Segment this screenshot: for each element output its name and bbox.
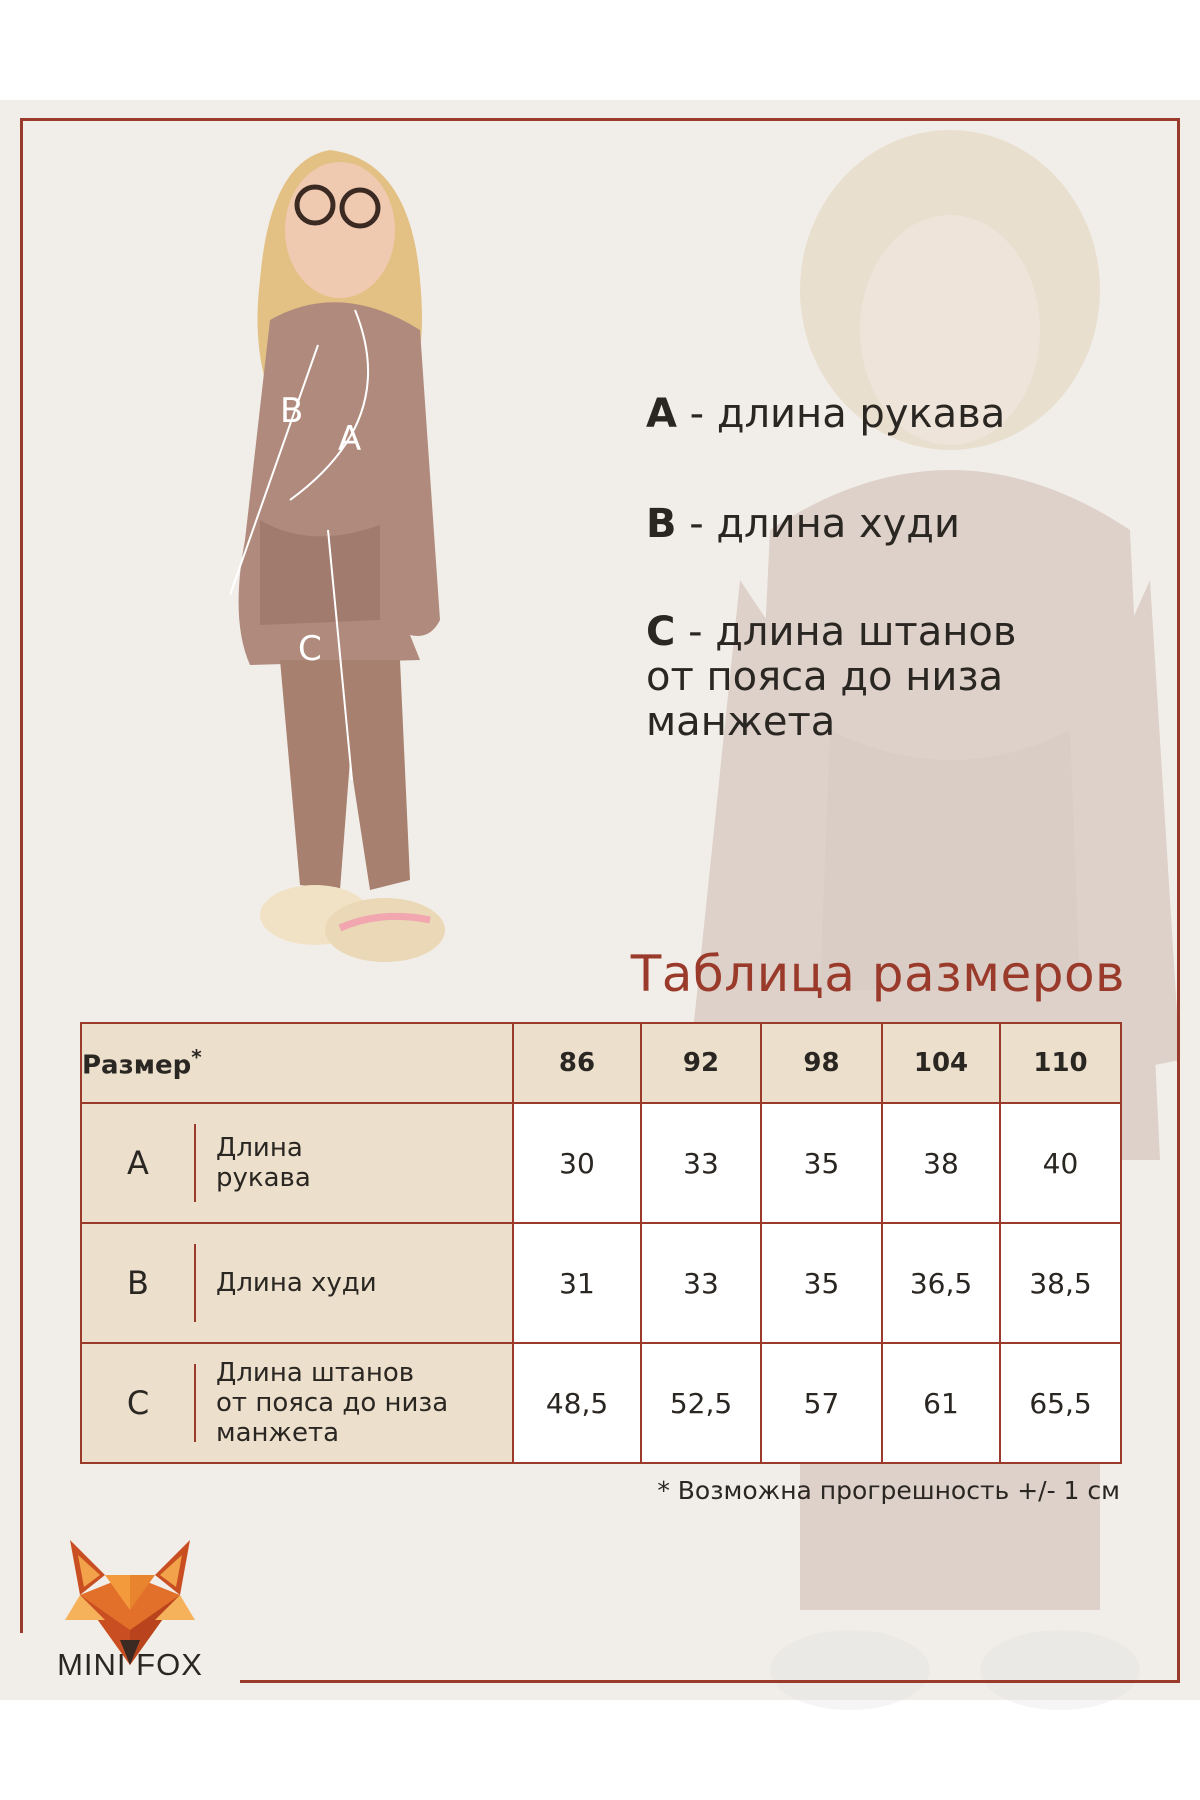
table-cell: 52,5 [641, 1343, 761, 1463]
table-cell: 57 [761, 1343, 882, 1463]
background-child-photo [680, 110, 1180, 1710]
table-cell: 35 [761, 1223, 882, 1343]
size-column-98: 98 [761, 1023, 882, 1103]
frame-left-border [20, 118, 23, 1633]
size-column-86: 86 [513, 1023, 641, 1103]
legend-key-a: A [646, 391, 677, 437]
label-b: B [280, 391, 304, 431]
row-label-cell [81, 1343, 513, 1463]
legend-text-a: - длина рукава [676, 391, 1006, 437]
row-description: Длина худи [216, 1268, 377, 1298]
table-cell: 33 [641, 1103, 761, 1223]
table-cell: 33 [641, 1223, 761, 1343]
size-column-92: 92 [641, 1023, 761, 1103]
measurement-footnote: * Возможна прогрешность +/- 1 см [657, 1476, 1120, 1505]
legend-item-a [646, 392, 1005, 437]
size-table-title: Таблица размеров [630, 945, 1125, 1003]
label-a: A [338, 419, 362, 459]
table-cell: 31 [513, 1223, 641, 1343]
legend-key-c: C [646, 609, 676, 655]
frame-bottom-border [240, 1680, 1180, 1683]
legend-item-b [646, 502, 960, 547]
table-cell: 61 [882, 1343, 1000, 1463]
frame-right-border [1177, 118, 1180, 1683]
table-cell: 36,5 [882, 1223, 1000, 1343]
table-row [81, 1103, 1121, 1223]
brand-name: MINI FOX [57, 1647, 203, 1682]
row-description: Длина рукава [216, 1133, 311, 1193]
table-cell: 48,5 [513, 1343, 641, 1463]
row-letter: A [82, 1124, 196, 1202]
size-header-cell [81, 1023, 513, 1103]
size-table [80, 1022, 1122, 1464]
row-label-cell [81, 1103, 513, 1223]
face-shape [285, 162, 395, 298]
table-cell: 65,5 [1000, 1343, 1121, 1463]
frame-top-border [20, 118, 1180, 121]
pants-shape [280, 660, 410, 890]
table-cell: 30 [513, 1103, 641, 1223]
legend-text-b: - длина худи [676, 501, 960, 547]
table-cell: 38,5 [1000, 1223, 1121, 1343]
legend-key-b: B [646, 501, 677, 547]
table-row [81, 1223, 1121, 1343]
table-cell: 40 [1000, 1103, 1121, 1223]
row-letter: C [82, 1364, 196, 1442]
child-model-illustration [230, 120, 490, 970]
table-cell: 38 [882, 1103, 1000, 1223]
row-letter: B [82, 1244, 196, 1322]
size-column-110: 110 [1000, 1023, 1121, 1103]
size-column-104: 104 [882, 1023, 1000, 1103]
size-header-asterisk: * [191, 1045, 202, 1070]
size-table-header-row [81, 1023, 1121, 1103]
size-header-label: Размер [82, 1050, 192, 1081]
row-description: Длина штанов от пояса до низа манжета [216, 1358, 449, 1448]
row-label-cell [81, 1223, 513, 1343]
table-cell: 35 [761, 1103, 882, 1223]
table-row [81, 1343, 1121, 1463]
label-c: C [298, 629, 322, 669]
legend-item-c [646, 610, 1166, 745]
legend-text-c: - длина штанов от пояса до низа манжета [646, 609, 1017, 745]
